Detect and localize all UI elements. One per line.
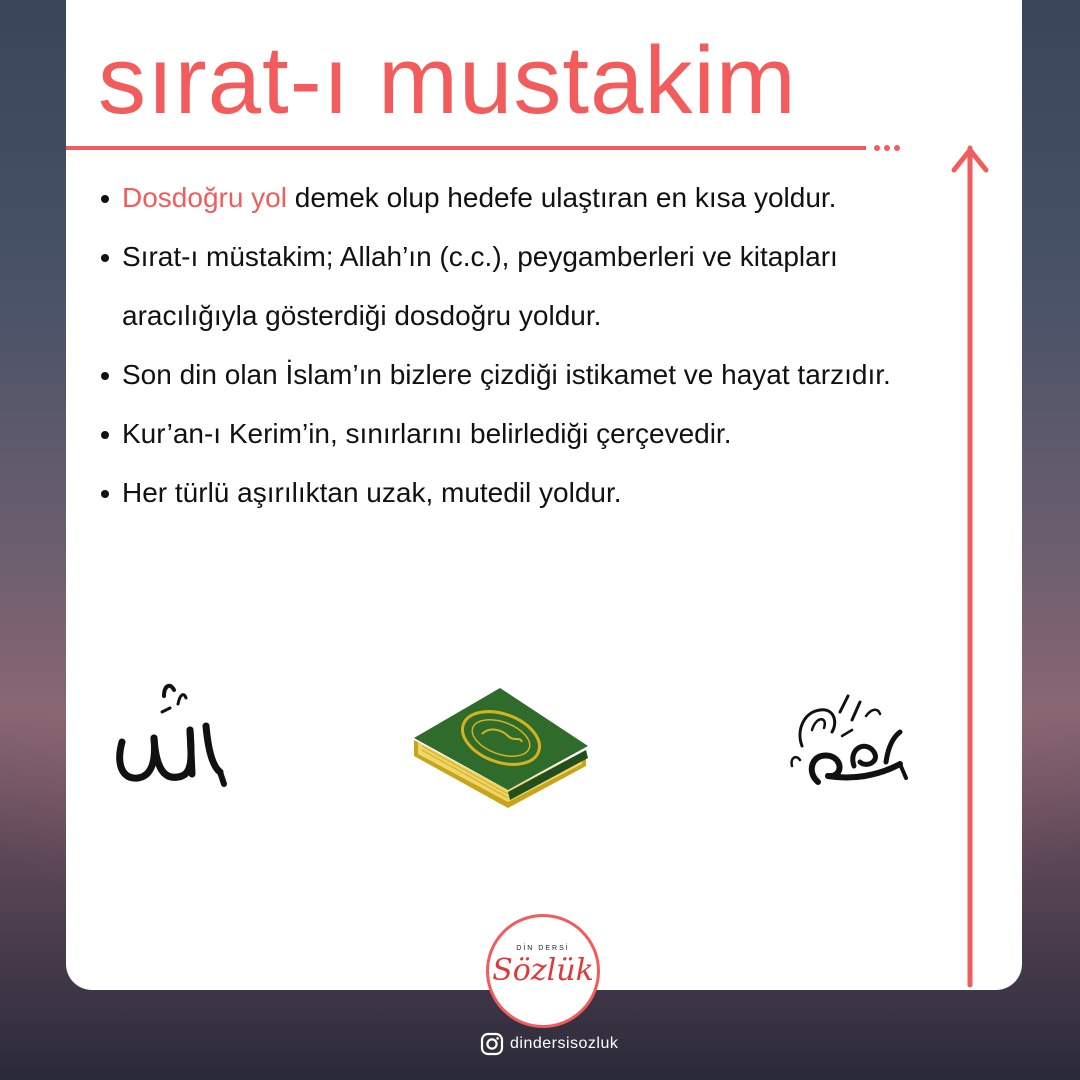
muhammad-calligraphy-icon: [782, 686, 916, 800]
instagram-handle: dindersisozluk: [510, 1035, 619, 1052]
list-item: [98, 168, 938, 227]
bullet-text: Sırat-ı müstakim; Allah’ın (c.c.), peygamberleri ve kitapları aracılığıyla gösterdiği dosdoğru yoldur.: [122, 241, 838, 331]
title-underline: [66, 146, 866, 150]
up-arrow-icon: [948, 140, 998, 990]
quran-book-icon: [410, 684, 592, 810]
bullet-text: demek olup hedefe ulaştıran en kısa yoldur.: [286, 182, 837, 213]
bullet-text: Her türlü aşırılıktan uzak, mutedil yoldur.: [122, 477, 622, 508]
list-item: [98, 227, 938, 345]
sozluk-logo: [486, 914, 600, 1028]
logo-title: Sözlük: [492, 953, 594, 988]
allah-calligraphy-icon: [108, 668, 234, 798]
list-item: [98, 345, 938, 404]
bullet-text: Son din olan İslam’ın bizlere çizdiği istikamet ve hayat tarzıdır.: [122, 359, 891, 390]
definition-list: [98, 168, 938, 522]
list-item: [98, 463, 938, 522]
instagram-icon: [480, 1032, 504, 1056]
instagram-link[interactable]: [480, 1031, 618, 1057]
bullet-text: Kur’an-ı Kerim’in, sınırlarını belirlediği çerçevedir.: [122, 418, 732, 449]
list-item: [98, 404, 938, 463]
highlight-text: Dosdoğru yol: [122, 182, 287, 213]
page-title: sırat-ı mustakim: [98, 27, 797, 134]
logo-subtitle: DİN DERSİ: [516, 945, 570, 952]
